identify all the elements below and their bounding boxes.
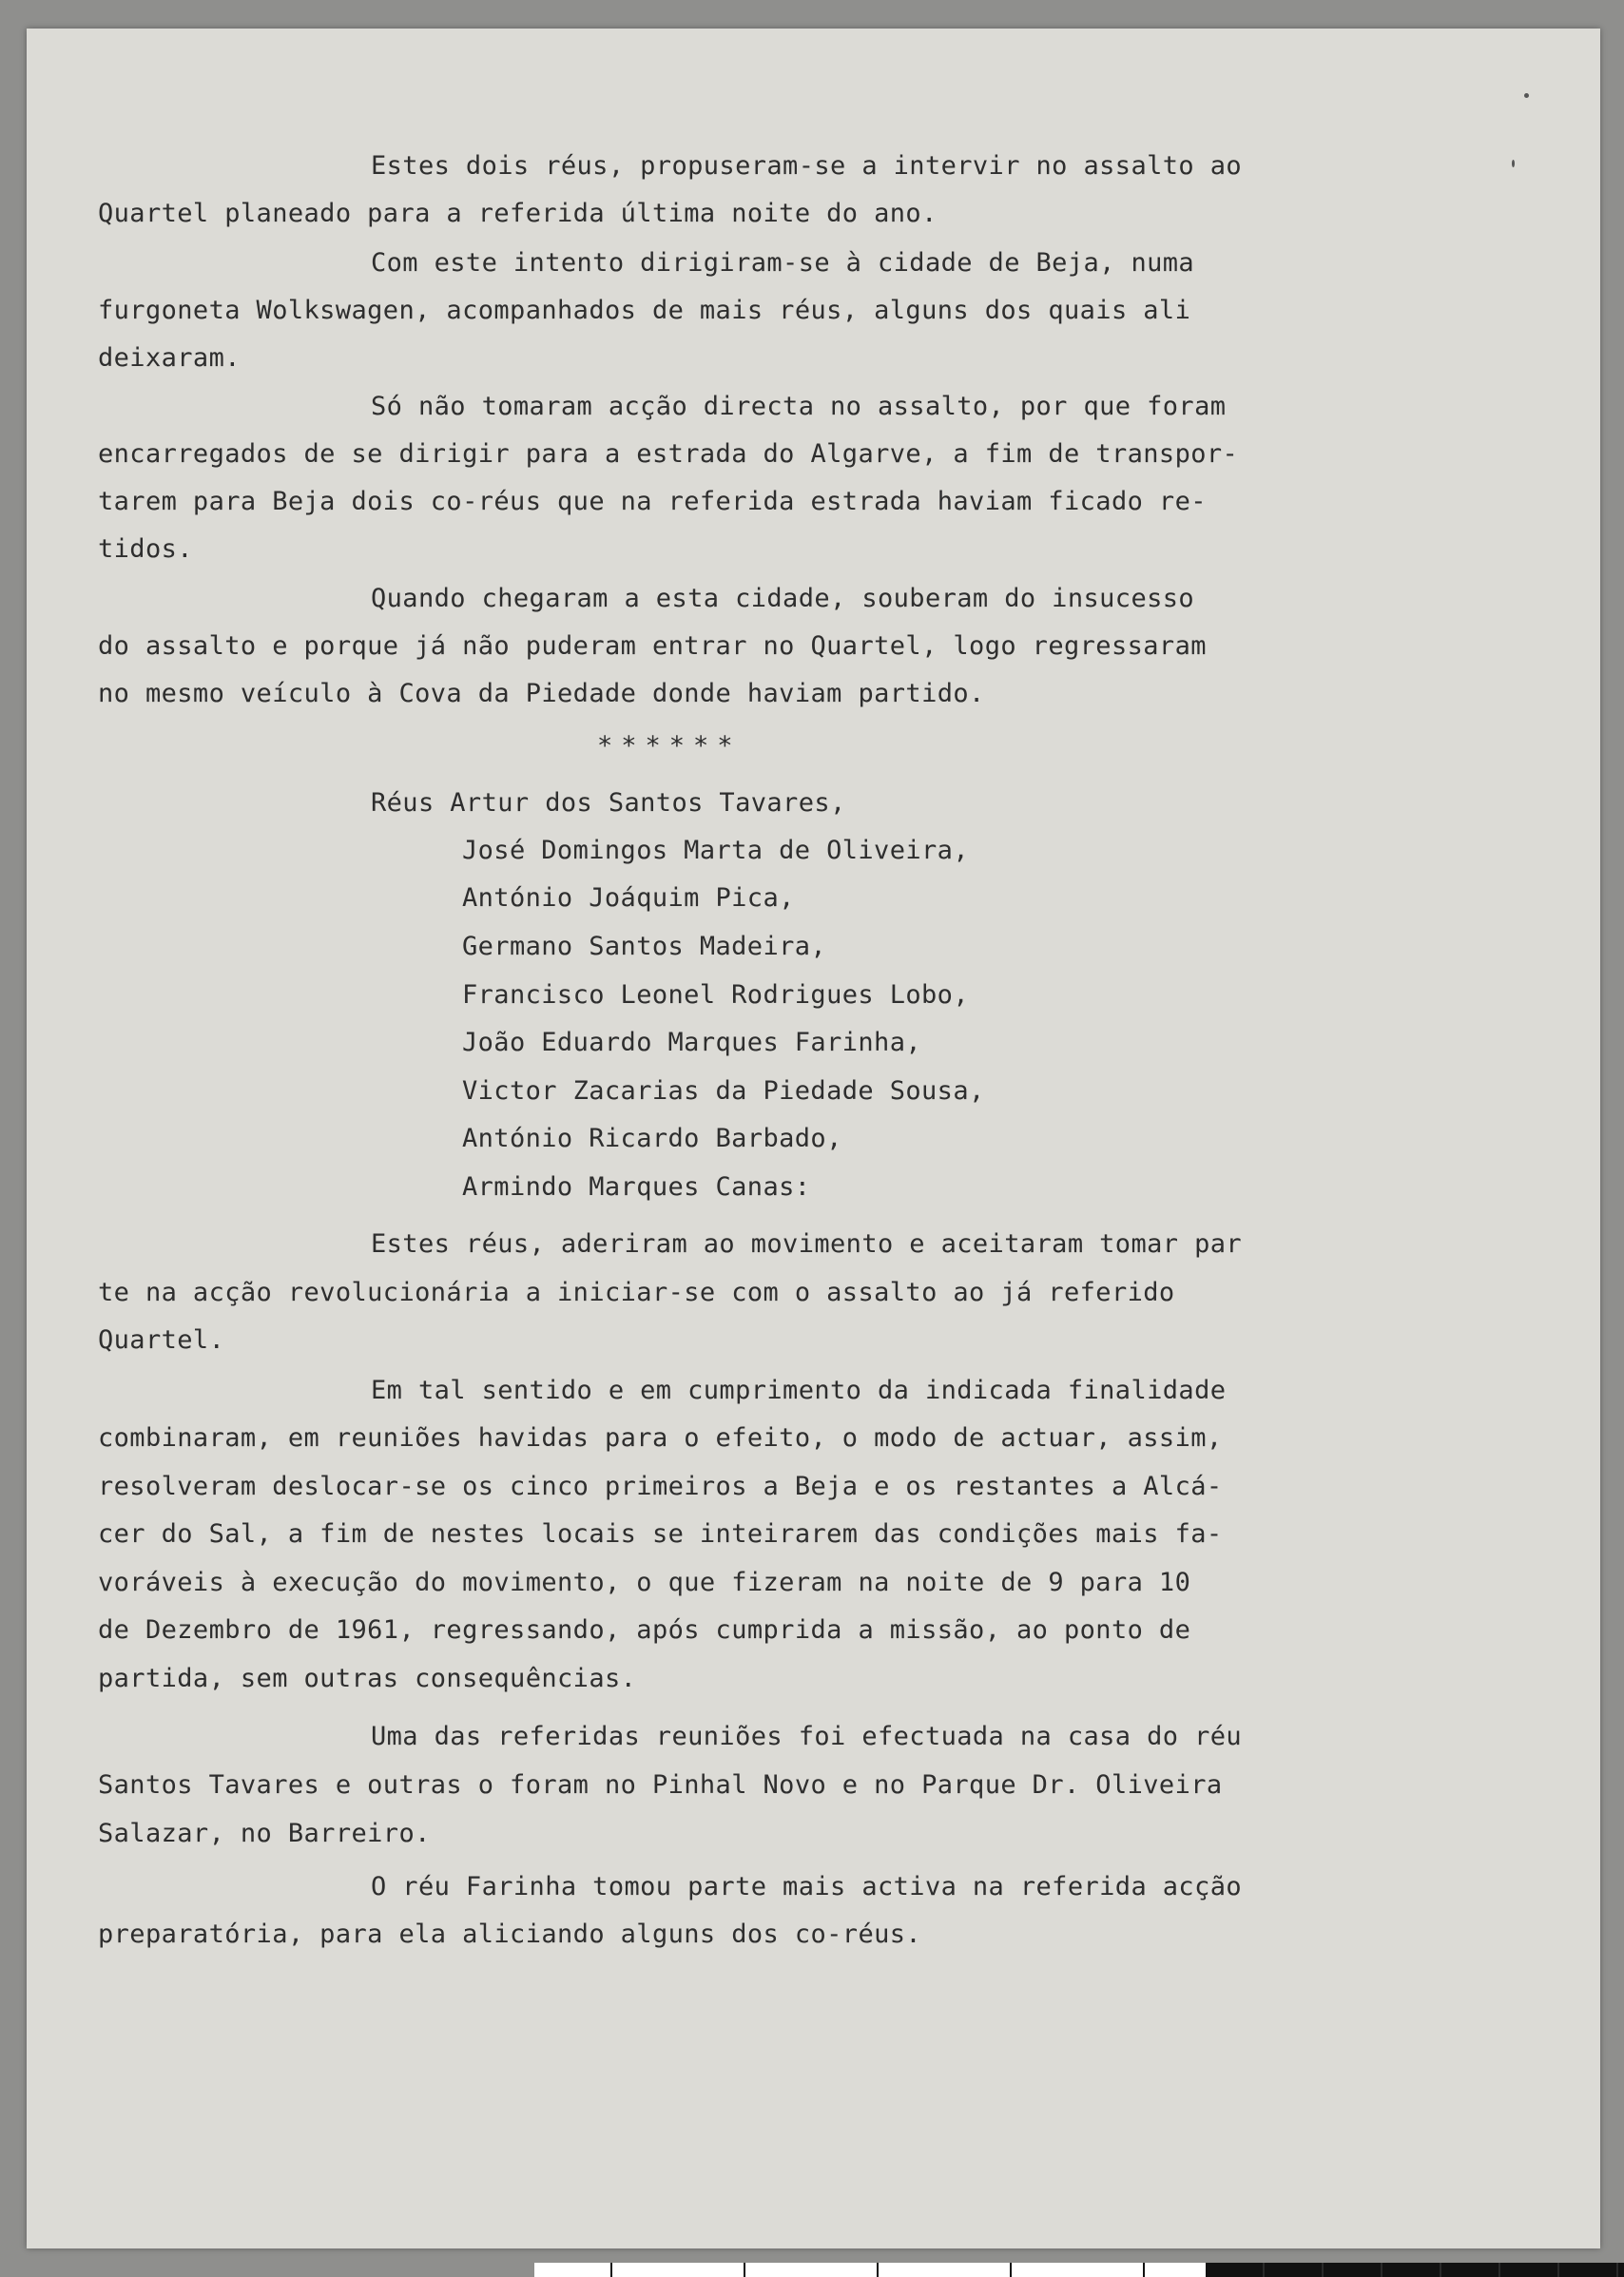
text-line: tidos. — [98, 534, 193, 564]
text-line: do assalto e porque já não puderam entrar no Quartel, logo regressaram — [98, 631, 1207, 661]
paper-speck — [1524, 93, 1529, 98]
text-line: tarem para Beja dois co-réus que na referida estrada haviam ficado re- — [98, 487, 1207, 516]
text-line: preparatória, para ela aliciando alguns dos co-réus. — [98, 1920, 922, 1949]
text-line: Estes dois réus, propuseram-se a intervir no assalto ao — [371, 151, 1243, 181]
text-line: partida, sem outras consequências. — [98, 1664, 637, 1693]
defendant-name: António Ricardo Barbado, — [462, 1124, 842, 1153]
text-line: furgoneta Wolkswagen, acompanhados de mais réus, alguns dos quais ali — [98, 296, 1191, 325]
text-line: Salazar, no Barreiro. — [98, 1819, 431, 1848]
text-line: encarregados de se dirigir para a estrada do Algarve, a fim de transpor- — [98, 439, 1239, 469]
text-line: deixaram. — [98, 343, 241, 373]
text-line: Com este intento dirigiram-se à cidade de Beja, numa — [371, 248, 1195, 278]
text-line: Só não tomaram acção directa no assalto, por que foram — [371, 392, 1227, 421]
text-line: Quando chegaram a esta cidade, souberam do insucesso — [371, 584, 1195, 613]
defendant-name: Germano Santos Madeira, — [462, 932, 827, 961]
defendant-name: José Domingos Marta de Oliveira, — [462, 836, 969, 865]
defendant-name: João Eduardo Marques Farinha, — [462, 1028, 922, 1057]
text-line: resolveram deslocar-se os cinco primeiros a Beja e os restantes a Alcá- — [98, 1472, 1223, 1501]
text-line: de Dezembro de 1961, regressando, após cumprida a missão, ao ponto de — [98, 1615, 1191, 1645]
text-line: voráveis à execução do movimento, o que fizeram na noite de 9 para 10 — [98, 1568, 1191, 1597]
text-line: Em tal sentido e em cumprimento da indicada finalidade — [371, 1376, 1227, 1405]
text-line: Estes réus, aderiram ao movimento e aceitaram tomar par — [371, 1229, 1243, 1259]
text-line: cer do Sal, a fim de nestes locais se inteirarem das condições mais fa- — [98, 1519, 1223, 1549]
defendant-name: Armindo Marques Canas: — [462, 1172, 811, 1202]
text-line: te na acção revolucionária a iniciar-se com o assalto ao já referido — [98, 1278, 1175, 1307]
text-line: O réu Farinha tomou parte mais activa na referida acção — [371, 1872, 1243, 1901]
text-line: Quartel. — [98, 1325, 225, 1355]
text-line: no mesmo veículo à Cova da Piedade donde haviam partido. — [98, 679, 985, 708]
document-page — [27, 29, 1600, 2248]
defendant-name: Victor Zacarias da Piedade Sousa, — [462, 1076, 985, 1106]
text-line: combinaram, em reuniões havidas para o efeito, o modo de actuar, assim, — [98, 1423, 1223, 1453]
text-line: Santos Tavares e outras o foram no Pinhal Novo e no Parque Dr. Oliveira — [98, 1770, 1223, 1800]
text-line: Quartel planeado para a referida última noite do ano. — [98, 199, 938, 228]
defendant-name: António Joáquim Pica, — [462, 883, 795, 913]
defendants-intro: Réus Artur dos Santos Tavares, — [371, 788, 846, 818]
defendant-name: Francisco Leonel Rodrigues Lobo, — [462, 980, 969, 1010]
text-line: Uma das referidas reuniões foi efectuada na casa do réu — [371, 1722, 1243, 1751]
scan-calibration-strip — [534, 2263, 1624, 2277]
section-separator: ****** — [597, 731, 742, 761]
